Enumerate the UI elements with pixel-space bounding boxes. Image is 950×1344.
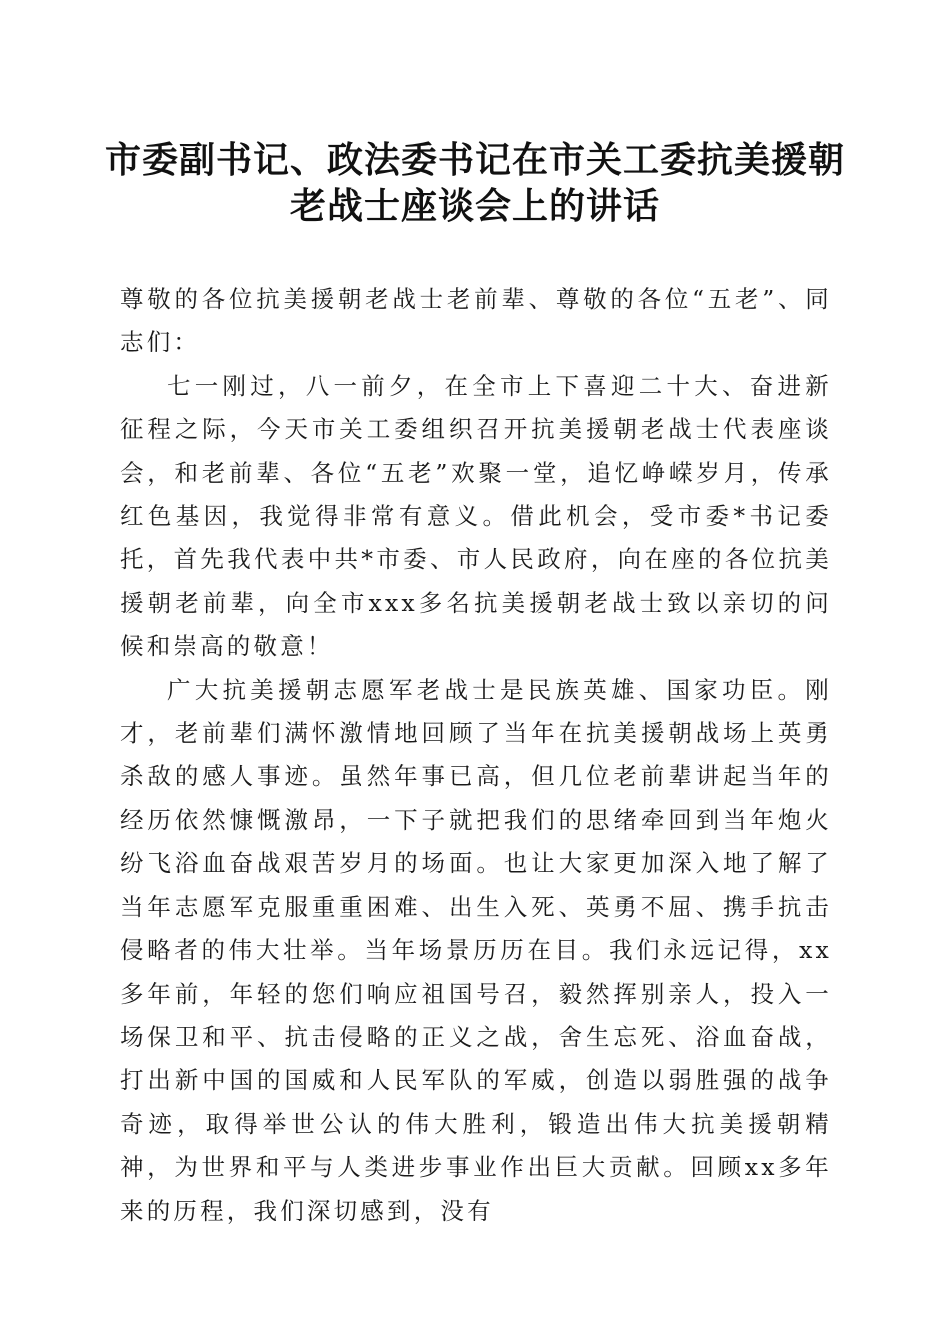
body-paragraph-1: 七一刚过，八一前夕，在全市上下喜迎二十大、奋进新征程之际，今天市关工委组织召开抗美援朝老战士代表座谈会，和老前辈、各位“五老”欢聚一堂，追忆峥嵘岁月，传承红色基因，我觉得非常有意义。借此机会，受市委*书记委托，首先我代表中共*市委、市人民政府，向在座的各位抗美援朝老前辈，向全市xxx多名抗美援朝老战士致以亲切的问候和崇高的敬意！ <box>120 371 832 661</box>
document-title-line-2: 老战士座谈会上的讲话 <box>289 185 660 227</box>
body-paragraph-2: 广大抗美援朝志愿军老战士是民族英雄、国家功臣。刚才，老前辈们满怀激情地回顾了当年在抗美援朝战场上英勇杀敌的感人事迹。虽然年事已高，但几位老前辈讲起当年的经历依然慷慨激昂，一下子就把我们的思绪牵回到当年炮火纷飞浴血奋战艰苦岁月的场面。也让大家更加深入地了解了当年志愿军克服重重困难、出生入死、英勇不屈、携手抗击侵略者的伟大壮举。当年场景历历在目。我们永远记得，xx多年前，年轻的您们响应祖国号召，毅然挥别亲人，投入一场保卫和平、抗击侵略的正义之战，舍生忘死、浴血奋战，打出新中国的国威和人民军队的军威，创造以弱胜强的战争奇迹，取得举世公认的伟大胜利，锻造出伟大抗美援朝精神，为世界和平与人类进步事业作出巨大贡献。回顾xx多年来的历程，我们深切感到，没有 <box>120 675 832 1225</box>
greeting-paragraph: 尊敬的各位抗美援朝老战士老前辈、尊敬的各位“五老”、同志们： <box>120 285 832 357</box>
document-body <box>120 278 832 1233</box>
document-title-line-1: 市委副书记、政法委书记在市关工委抗美援朝 <box>104 139 845 181</box>
